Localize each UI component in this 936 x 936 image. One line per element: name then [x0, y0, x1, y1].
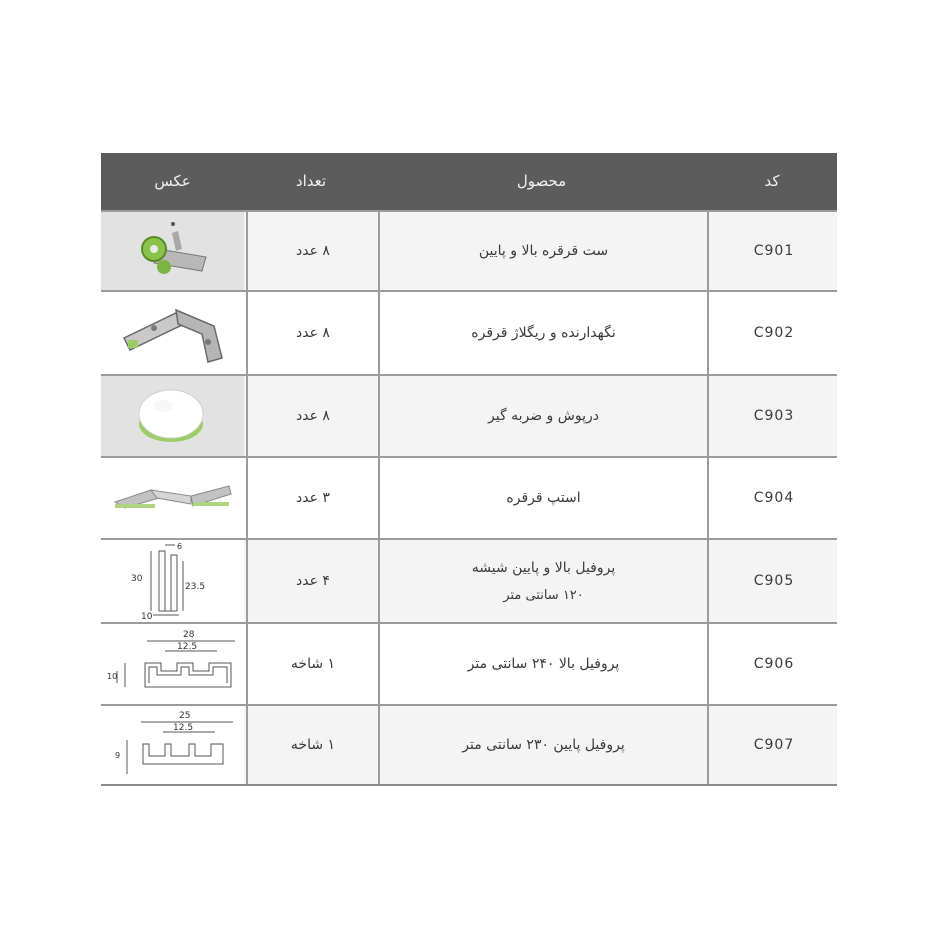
quantity-cell: ۴ عدد [246, 540, 378, 622]
header-image: عکس [154, 172, 191, 190]
product-name-cell: درپوش و ضربه گیر [378, 376, 707, 456]
product-image-cell [101, 458, 244, 538]
quantity-cell: ۸ عدد [246, 292, 378, 374]
code-cell: C903 [707, 376, 839, 456]
product-name-cell: پروفیل پایین ۲۳۰ سانتی متر [378, 706, 707, 784]
roller-holder-icon [118, 298, 228, 368]
table-row [101, 210, 837, 290]
header-code: کد [764, 172, 780, 190]
svg-text:23.5: 23.5 [184, 582, 205, 592]
quantity-cell: ۸ عدد [246, 376, 378, 456]
svg-text:30: 30 [130, 574, 142, 584]
quantity-cell: ۳ عدد [246, 458, 378, 538]
svg-text:9: 9 [114, 751, 120, 760]
code-cell: C906 [707, 624, 839, 704]
product-image-cell [101, 540, 244, 622]
roller-set-icon [128, 219, 218, 283]
glass-profile-diagram-icon [123, 541, 223, 621]
svg-text:25: 25 [178, 711, 190, 721]
quantity-cell: ۸ عدد [246, 212, 378, 290]
product-image-cell [101, 292, 244, 374]
top-profile-diagram-icon [105, 627, 241, 701]
product-image-cell [101, 376, 244, 456]
product-image-cell [101, 212, 244, 290]
svg-text:10: 10 [140, 612, 152, 621]
product-table [101, 153, 837, 786]
header-product: محصول [516, 172, 567, 190]
code-cell: C901 [707, 212, 839, 290]
header-quantity: تعداد [295, 172, 327, 190]
bumper-cap-icon [133, 384, 213, 448]
code-cell: C905 [707, 540, 839, 622]
svg-text:12.5: 12.5 [172, 723, 193, 733]
svg-text:12.5: 12.5 [176, 642, 197, 652]
table-row [101, 374, 837, 456]
code-cell: C907 [707, 706, 839, 784]
product-name-cell: استپ قرقره [378, 458, 707, 538]
roller-stop-icon [111, 478, 235, 518]
table-row [101, 622, 837, 704]
table-header [101, 153, 837, 210]
product-image-cell [101, 706, 244, 784]
svg-text:10: 10 [106, 672, 117, 681]
svg-text:28: 28 [182, 630, 194, 640]
code-cell: C904 [707, 458, 839, 538]
bottom-profile-diagram-icon [105, 708, 241, 782]
table-row [101, 704, 837, 784]
quantity-cell: ۱ شاخه [246, 706, 378, 784]
product-name-cell: ست قرقره بالا و پایین [378, 212, 707, 290]
table-row [101, 538, 837, 622]
code-cell: C902 [707, 292, 839, 374]
product-image-cell [101, 624, 244, 704]
svg-text:6: 6 [176, 542, 182, 551]
product-name-cell: پروفیل بالا ۲۴۰ سانتی متر [378, 624, 707, 704]
product-name-cell: پروفیل بالا و پایین شیشه ۱۲۰ سانتی متر [378, 540, 707, 622]
table-row [101, 456, 837, 538]
table-row [101, 290, 837, 374]
product-name-cell: نگهدارنده و ریگلاژ قرقره [378, 292, 707, 374]
quantity-cell: ۱ شاخه [246, 624, 378, 704]
